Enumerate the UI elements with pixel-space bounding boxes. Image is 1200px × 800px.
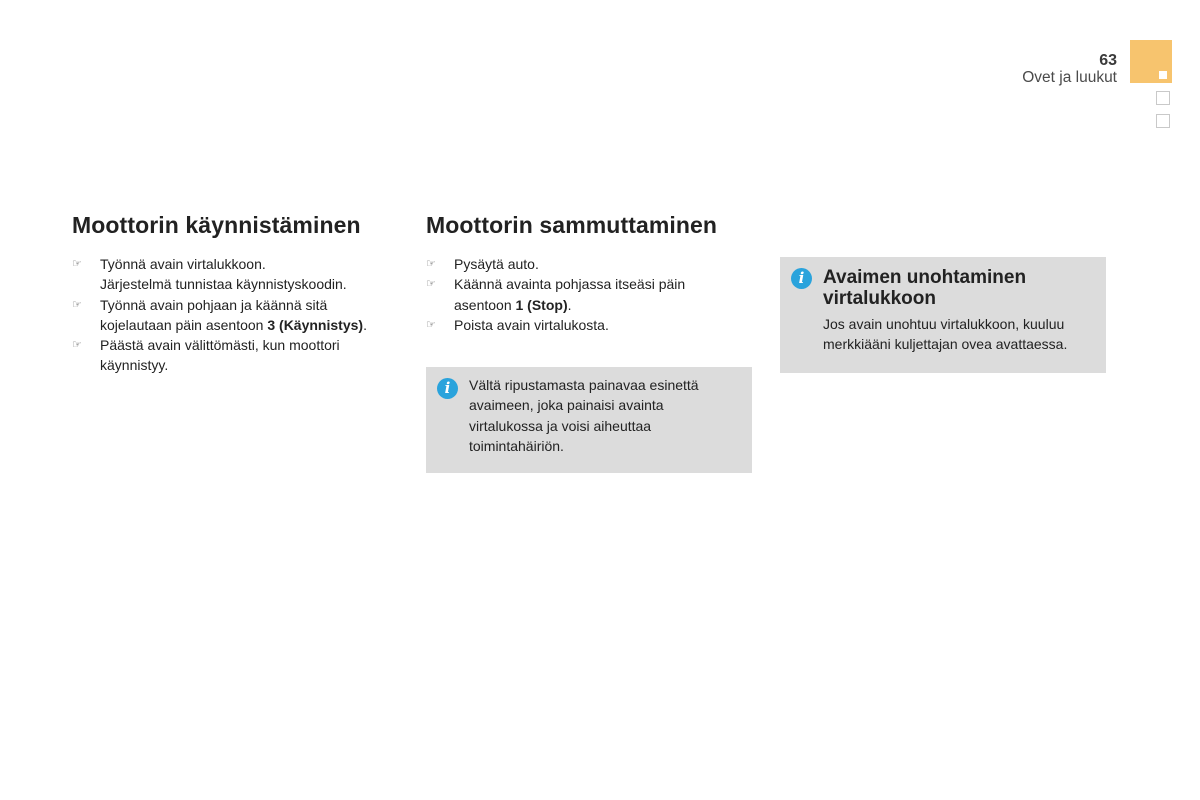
page-number: 63 (1099, 52, 1117, 69)
pointing-hand-icon: ☞ (426, 318, 436, 331)
pointing-hand-icon: ☞ (72, 298, 82, 311)
tab-marker-dot (1159, 71, 1167, 79)
pointing-hand-icon: ☞ (72, 258, 82, 270)
position-label: 3 (Käynnistys) (267, 316, 364, 333)
key-reminder-text: Jos avain unohtuu virtalukkoon, kuuluu merkkiääni kuljettajan ovea avattaessa. (823, 316, 1068, 353)
step-text: Pysäytä auto. (454, 256, 539, 272)
warning-note-box (426, 367, 752, 473)
step-text: Työnnä avain pohjaan ja käännä sitä kojelautaan päin asentoon (100, 296, 328, 333)
chapter-tab-marker (1130, 40, 1172, 83)
start-engine-heading: Moottorin käynnistäminen (72, 212, 361, 238)
list-item (426, 315, 726, 335)
start-engine-steps (72, 254, 402, 376)
key-reminder-box (780, 257, 1106, 373)
chapter-title: Ovet ja luukut (1022, 69, 1117, 86)
info-icon: i (437, 378, 458, 399)
info-icon: i (791, 268, 812, 289)
pointing-hand-icon: ☞ (72, 339, 82, 352)
pointing-hand-icon: ☞ (426, 258, 436, 270)
pointing-hand-icon: ☞ (426, 278, 436, 291)
step-text: Päästä avain välittömästi, kun moottori käynnistyy. (100, 337, 340, 374)
list-item (72, 295, 402, 336)
step-text: . (567, 296, 572, 313)
step-text: Työnnä avain virtalukkoon. (100, 256, 266, 272)
step-text: . (363, 316, 367, 333)
list-item (72, 254, 402, 295)
list-item (72, 335, 402, 376)
list-item (426, 254, 726, 274)
step-text: Käännä avainta pohjassa itseäsi päin asentoon (454, 276, 686, 313)
list-item (426, 274, 726, 315)
step-text: Poista avain virtalukosta. (454, 316, 609, 333)
stop-engine-steps (426, 254, 726, 335)
chapter-tab-box (1156, 91, 1170, 105)
step-text: Järjestelmä tunnistaa käynnistyskoodin. (100, 276, 347, 293)
chapter-tab-box (1156, 114, 1170, 128)
key-reminder-title: Avaimen unohtaminen virtalukkoon (823, 267, 1027, 309)
stop-engine-heading: Moottorin sammuttaminen (426, 212, 718, 238)
position-label: 1 (Stop) (515, 296, 568, 313)
warning-note-text: Vältä ripustamasta painavaa esinettä avaimeen, joka painaisi avainta virtalukossa ja voisi aiheuttaa toimintahäiriön. (469, 377, 699, 454)
